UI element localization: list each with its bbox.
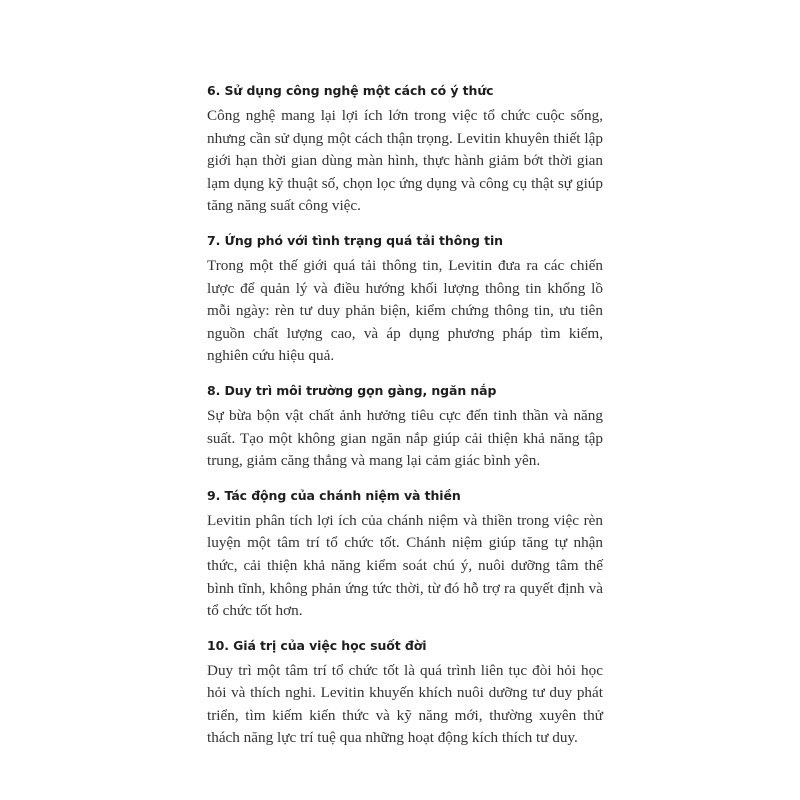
- section-heading: 9. Tác động của chánh niệm và thiền: [207, 487, 461, 503]
- document-page: [207, 82, 603, 764]
- section-heading: 8. Duy trì môi trường gọn gàng, ngăn nắp: [207, 382, 497, 398]
- section-9: [207, 487, 603, 623]
- section-heading: 6. Sử dụng công nghệ một cách có ý thức: [207, 83, 494, 98]
- section-heading: 10. Giá trị của việc học suốt đời: [207, 637, 427, 653]
- section-body: Levitin phân tích lợi ích của chánh niệm và thiền trong việc rèn luyện một tâm trí tổ chức tốt. Chánh niệm giúp tăng tự nhận thức, cải thiện khả năng kiểm soát chú ý, nuôi dưỡng tâm thế bình tĩnh, không phản ứng tức thời, từ đó hỗ trợ ra quyết định và tổ chức tốt hơn.: [207, 511, 603, 620]
- section-body: Công nghệ mang lại lợi ích lớn trong việc tổ chức cuộc sống, nhưng cần sử dụng một cách thận trọng. Levitin khuyên thiết lập giới hạn thời gian dùng màn hình, thực hành giảm bớt thời gian lạm dụng kỹ thuật số, chọn lọc ứng dụng và công cụ thật sự giúp tăng năng suất công việc.: [207, 107, 603, 215]
- section-body: Duy trì một tâm trí tổ chức tốt là quá trình liên tục đòi hỏi học hỏi và thích nghi. Levitin khuyến khích nuôi dưỡng tư duy phát triển, tìm kiếm kiến thức và kỹ năng mới, thường xuyên thử thách năng lực trí tuệ qua những hoạt động kích thích tư duy.: [207, 661, 603, 747]
- section-7: [207, 232, 603, 368]
- section-10: [207, 637, 603, 750]
- section-body: Sự bừa bộn vật chất ảnh hưởng tiêu cực đến tinh thần và năng suất. Tạo một không gian ngăn nắp giúp cải thiện khả năng tập trung, giảm căng thẳng và mang lại cảm giác bình yên.: [207, 406, 603, 470]
- section-body: Trong một thế giới quá tải thông tin, Levitin đưa ra các chiến lược để quản lý và điều hướng khối lượng thông tin khổng lồ mỗi ngày: rèn tư duy phản biện, kiểm chứng thông tin, ưu tiên nguồn chất lượng cao, và áp dụng phương pháp tìm kiếm, nghiên cứu hiệu quả.: [207, 256, 603, 365]
- section-8: [207, 382, 603, 473]
- section-6: [207, 82, 603, 218]
- section-heading: 7. Ứng phó với tình trạng quá tải thông tin: [207, 232, 503, 248]
